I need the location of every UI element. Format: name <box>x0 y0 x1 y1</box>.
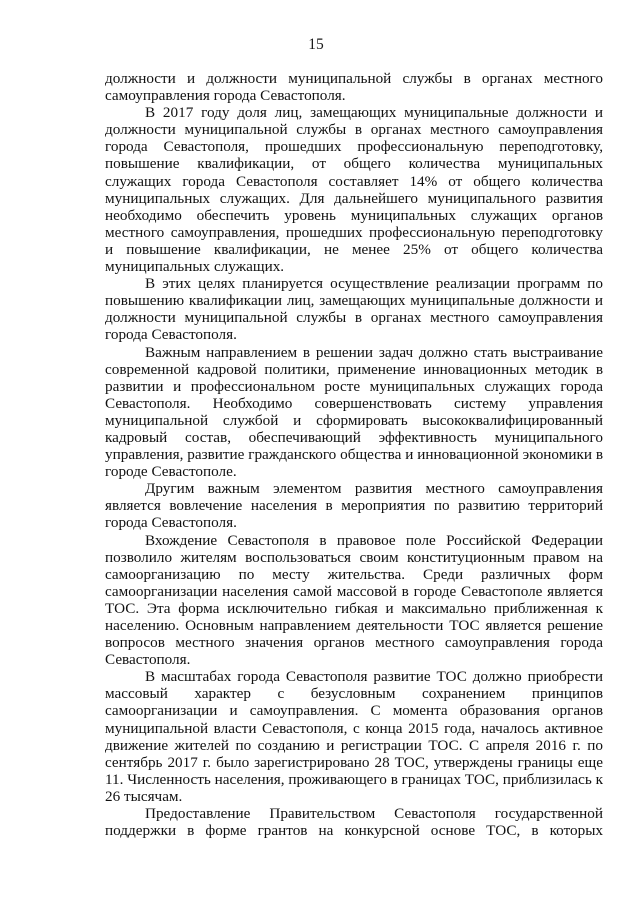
paragraph-3: В этих целях планируется осуществление реализации программ по повышению квалификации лиц, замещающих муниципальные должности и должности муниципальной службы в органах местного самоуправления города Севастополя. <box>105 275 603 344</box>
paragraph-2: В 2017 году доля лиц, замещающих муниципальные должности и должности муниципальной службы в органах местного самоуправления города Севастополя, прошедших профессиональную переподготовку, повышение квалификации, от общего количества муниципальных служащих города Севастополя составляет 14% от общего количества муниципальных служащих. Для дальнейшего муниципального развития необходимо обеспечить уровень муниципальных служащих органов местного самоуправления, прошедших профессиональную переподготовку и повышение квалификации, не менее 25% от общего количества муниципальных служащих. <box>105 104 603 276</box>
paragraph-7: В масштабах города Севастополя развитие ТОС должно приобрести массовый характер с безусловным сохранением принципов самоорганизации и самоуправления. С момента образования органов муниципальной власти Севастополя, с конца 2015 года, началось активное движение жителей по созданию и регистрации ТОС. С апреля 2016 г. по сентябрь 2017 г. было зарегистрировано 28 ТОС, утверждены границы еще 11. Численность населения, проживающего в границах ТОС, приблизилась к 26 тысячам. <box>105 668 603 805</box>
paragraph-6: Вхождение Севастополя в правовое поле Российской Федерации позволило жителям воспользоваться своим конституционным правом на самоорганизацию по месту жительства. Среди различных форм самоорганизации населения самой массовой в городе Севастополе является ТОС. Эта форма исключительно гибкая и максимально приближенная к населению. Основным направлением деятельности ТОС является решение вопросов местного значения органов местного самоуправления города Севастополя. <box>105 531 603 669</box>
paragraph-1: должности и должности муниципальной службы в органах местного самоуправления города Севастополя. <box>105 70 603 105</box>
paragraph-5: Другим важным элементом развития местного самоуправления является вовлечение населения в мероприятия по развитию территорий города Севастополя. <box>105 480 603 532</box>
page-number: 15 <box>308 36 324 53</box>
document-body <box>105 70 603 839</box>
paragraph-8: Предоставление Правительством Севастополя государственной поддержки в форме грантов на конкурсной основе ТОС, в которых <box>105 805 603 840</box>
paragraph-4: Важным направлением в решении задач должно стать выстраивание современной кадровой политики, применение инновационных методик в развитии и профессиональном росте муниципальных служащих города Севастополя. Необходимо совершенствовать систему управления муниципальной службой и сформировать высококвалифицированный кадровый состав, обеспечивающий эффективность муниципального управления, развитие гражданского общества и инновационной экономики в городе Севастополе. <box>105 343 603 481</box>
